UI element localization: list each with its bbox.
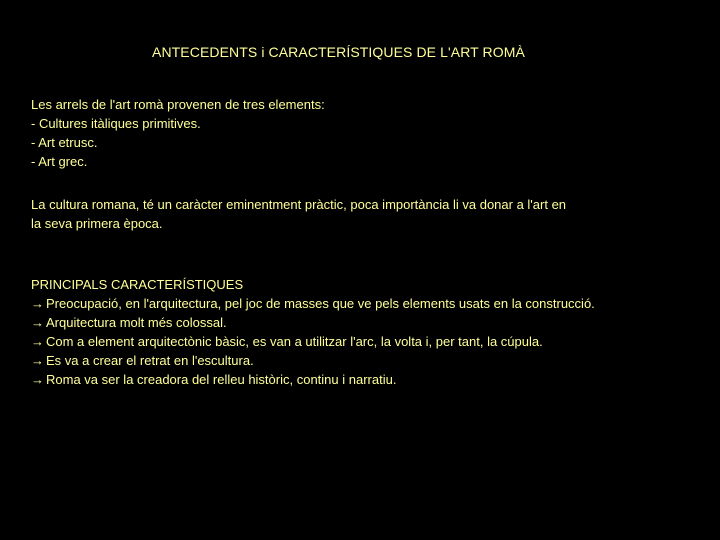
culture-line: La cultura romana, té un caràcter eminentment pràctic, poca importància li va donar a l'art en (31, 197, 567, 212)
feature-item (31, 313, 691, 332)
features-section (31, 275, 691, 389)
arrow-icon: → (31, 353, 44, 368)
arrow-icon: → (31, 296, 44, 311)
intro-line: Les arrels de l'art romà provenen de tres elements: (31, 97, 325, 112)
feature-item (31, 351, 691, 370)
arrow-icon: → (31, 315, 44, 330)
intro-section (31, 95, 691, 171)
features-heading: PRINCIPALS CARACTERÍSTIQUES (31, 277, 244, 292)
feature-text: Es va a crear el retrat en l'escultura. (46, 353, 254, 368)
feature-text: Roma va ser la creadora del relleu històric, continu i narratiu. (46, 372, 397, 387)
arrow-icon: → (31, 334, 44, 349)
feature-item (31, 332, 691, 351)
culture-line: la seva primera època. (31, 216, 163, 231)
intro-line: - Cultures itàliques primitives. (31, 116, 201, 131)
feature-item (31, 294, 691, 313)
arrow-icon: → (31, 372, 44, 387)
feature-text: Arquitectura molt més colossal. (46, 315, 227, 330)
intro-line: - Art grec. (31, 154, 88, 169)
slide-title: ANTECEDENTS i CARACTERÍSTIQUES DE L'ART ROMÀ (152, 44, 525, 60)
feature-text: Com a element arquitectònic bàsic, es van a utilitzar l'arc, la volta i, per tant, la cúpula. (46, 334, 543, 349)
feature-text: Preocupació, en l'arquitectura, pel joc de masses que ve pels elements usats en la construcció. (46, 296, 595, 311)
feature-item (31, 370, 691, 389)
intro-line: - Art etrusc. (31, 135, 98, 150)
culture-paragraph (31, 195, 691, 233)
